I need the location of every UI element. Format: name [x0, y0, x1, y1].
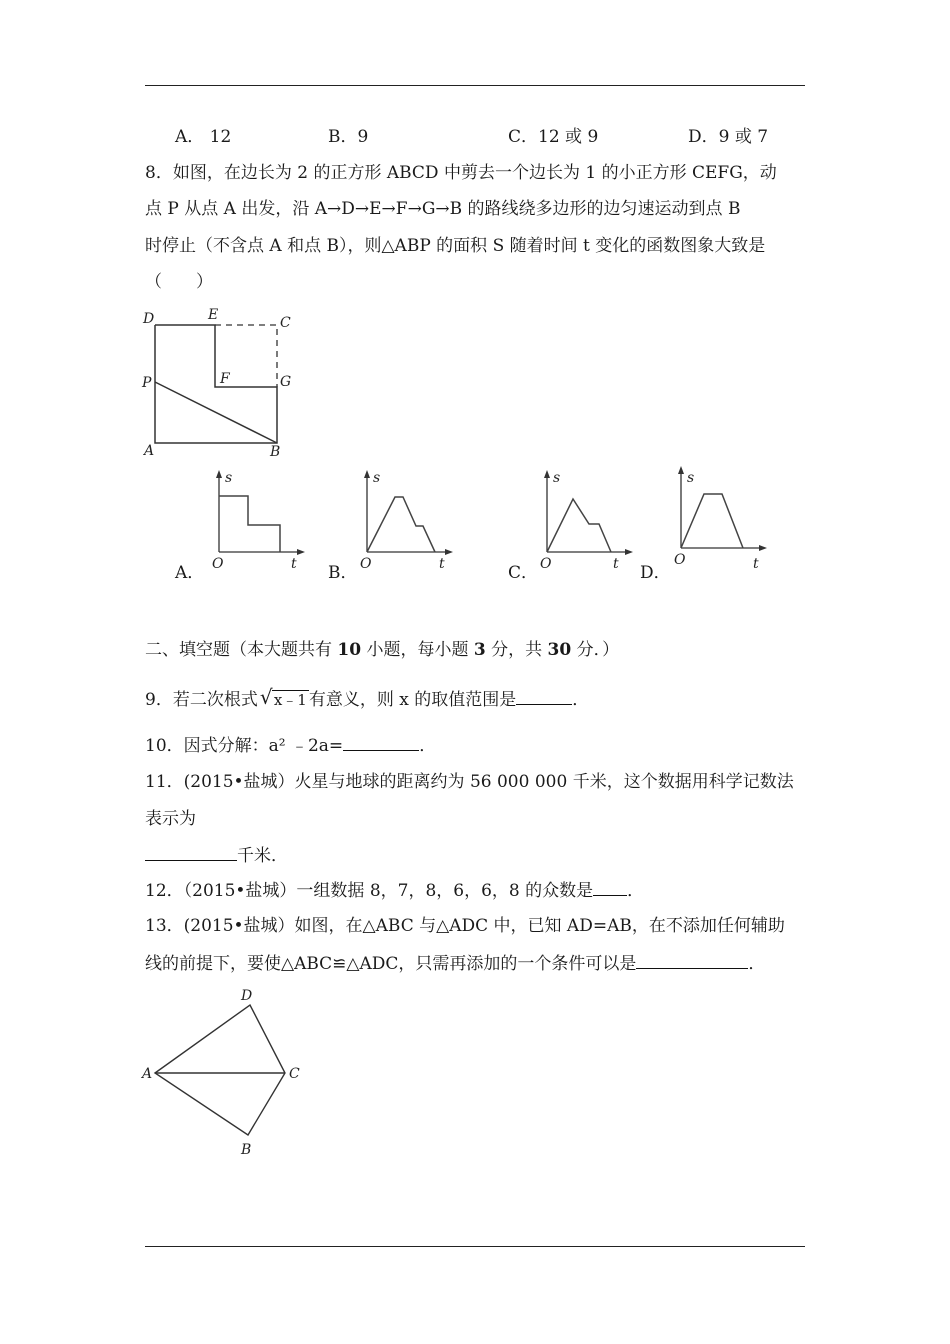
q11-line-3: [145, 844, 288, 867]
q9-answer-blank[interactable]: [516, 688, 572, 705]
section-2-mid2: 分，共: [485, 640, 548, 660]
graph-d-o-label: O: [674, 552, 686, 568]
graph-c-o-label: O: [540, 556, 552, 572]
graph-b: [353, 468, 463, 578]
q13-kite-figure: [140, 985, 320, 1165]
graph-d-t-label: t: [753, 556, 759, 572]
header-rule: [145, 85, 805, 86]
label-F: F: [220, 371, 230, 387]
q13-answer-blank[interactable]: [636, 952, 748, 969]
q8-option-c: C．: [508, 563, 539, 583]
q10-answer-blank[interactable]: [343, 734, 419, 751]
graph-d: [667, 464, 777, 574]
graph-c: [533, 468, 643, 578]
q9-end: ．: [572, 690, 590, 710]
q11-line-1: 11．(2015•盐城）火星与地球的距离约为 56 000 000 千米，这个数据用科学记数法: [145, 772, 794, 792]
q9: [145, 685, 590, 711]
graph-a-s-label: s: [225, 470, 233, 486]
section-2-total: 30: [547, 640, 572, 660]
q11-line-2: 表示为: [145, 809, 196, 829]
label-C: C: [280, 315, 291, 331]
q12: [145, 879, 644, 902]
q12-end: ．: [627, 881, 645, 901]
section-2-mid1: 小题，每小题: [361, 640, 474, 660]
q10-end: ．: [419, 736, 437, 756]
section-2-prefix: 二、填空题（本大题共有: [145, 640, 338, 660]
label-P: P: [142, 375, 152, 391]
label-D: D: [143, 311, 155, 327]
q7-option-a: A． 12: [175, 127, 232, 147]
graph-c-t-label: t: [613, 556, 619, 572]
q13-end: ．: [748, 954, 766, 974]
q8-answer-paren: （ ）: [145, 272, 213, 292]
kite-label-C: C: [289, 1066, 300, 1082]
q8-line-3: 时停止（不含点 A 和点 B），则△ABP 的面积 S 随着时间 t 变化的函数图象大致是: [145, 236, 766, 256]
label-G: G: [280, 374, 292, 390]
section-2-heading: [145, 639, 619, 661]
kite-label-A: A: [142, 1066, 153, 1082]
q12-text: 12．（2015•盐城）一组数据 8，7，8，6，6，8 的众数是: [145, 881, 594, 901]
section-2-count: 10: [337, 640, 362, 660]
label-B: B: [270, 444, 281, 460]
label-A: A: [144, 443, 155, 459]
q13-line-2-text: 线的前提下，要使△ABC≌△ADC，只需再添加的一个条件可以是: [145, 954, 637, 974]
q7-option-c: C．12 或 9: [508, 127, 599, 147]
footer-rule: [145, 1246, 805, 1247]
q13-line-2: [145, 952, 765, 975]
q10: [145, 734, 436, 757]
q7-option-d: D．9 或 7: [688, 127, 769, 147]
label-E: E: [208, 307, 219, 323]
graph-a-o-label: O: [212, 556, 224, 572]
graph-c-s-label: s: [553, 470, 561, 486]
q12-answer-blank[interactable]: [593, 879, 627, 896]
section-2-points: 3: [473, 640, 486, 660]
q8-square-figure: [140, 305, 300, 460]
q10-text: 10．因式分解：a² ﹣2a=: [145, 736, 344, 756]
q8-option-a: A．: [175, 563, 205, 583]
section-2-suffix: 分．）: [571, 640, 620, 660]
graph-a-t-label: t: [291, 556, 297, 572]
kite-label-B: B: [241, 1142, 252, 1158]
q9-prefix: 9．若二次根式: [145, 690, 258, 710]
sqrt-expression: √ x﹣1: [259, 685, 307, 709]
q8-option-b: B．: [328, 563, 358, 583]
q8-option-d: D．: [640, 563, 671, 583]
q7-option-b: B．9: [328, 127, 369, 147]
q9-suffix: 有意义，则 x 的取值范围是: [308, 690, 517, 710]
q11-answer-blank[interactable]: [145, 844, 237, 861]
kite-label-D: D: [241, 988, 253, 1004]
q11-suffix: 千米．: [237, 846, 288, 866]
graph-b-t-label: t: [439, 556, 445, 572]
graph-d-s-label: s: [687, 470, 695, 486]
q9-radicand: x﹣1: [273, 691, 307, 709]
graph-b-o-label: O: [360, 556, 372, 572]
graph-b-s-label: s: [373, 470, 381, 486]
q8-line-2: 点 P 从点 A 出发，沿 A→D→E→F→G→B 的路线绕多边形的边匀速运动到点 B: [145, 199, 741, 219]
graph-a: [205, 468, 315, 578]
q13-line-1: 13．(2015•盐城）如图，在△ABC 与△ADC 中，已知 AD=AB，在不添加任何辅助: [145, 916, 785, 936]
q8-line-1: 8．如图，在边长为 2 的正方形 ABCD 中剪去一个边长为 1 的小正方形 CEFG，动: [145, 163, 777, 183]
